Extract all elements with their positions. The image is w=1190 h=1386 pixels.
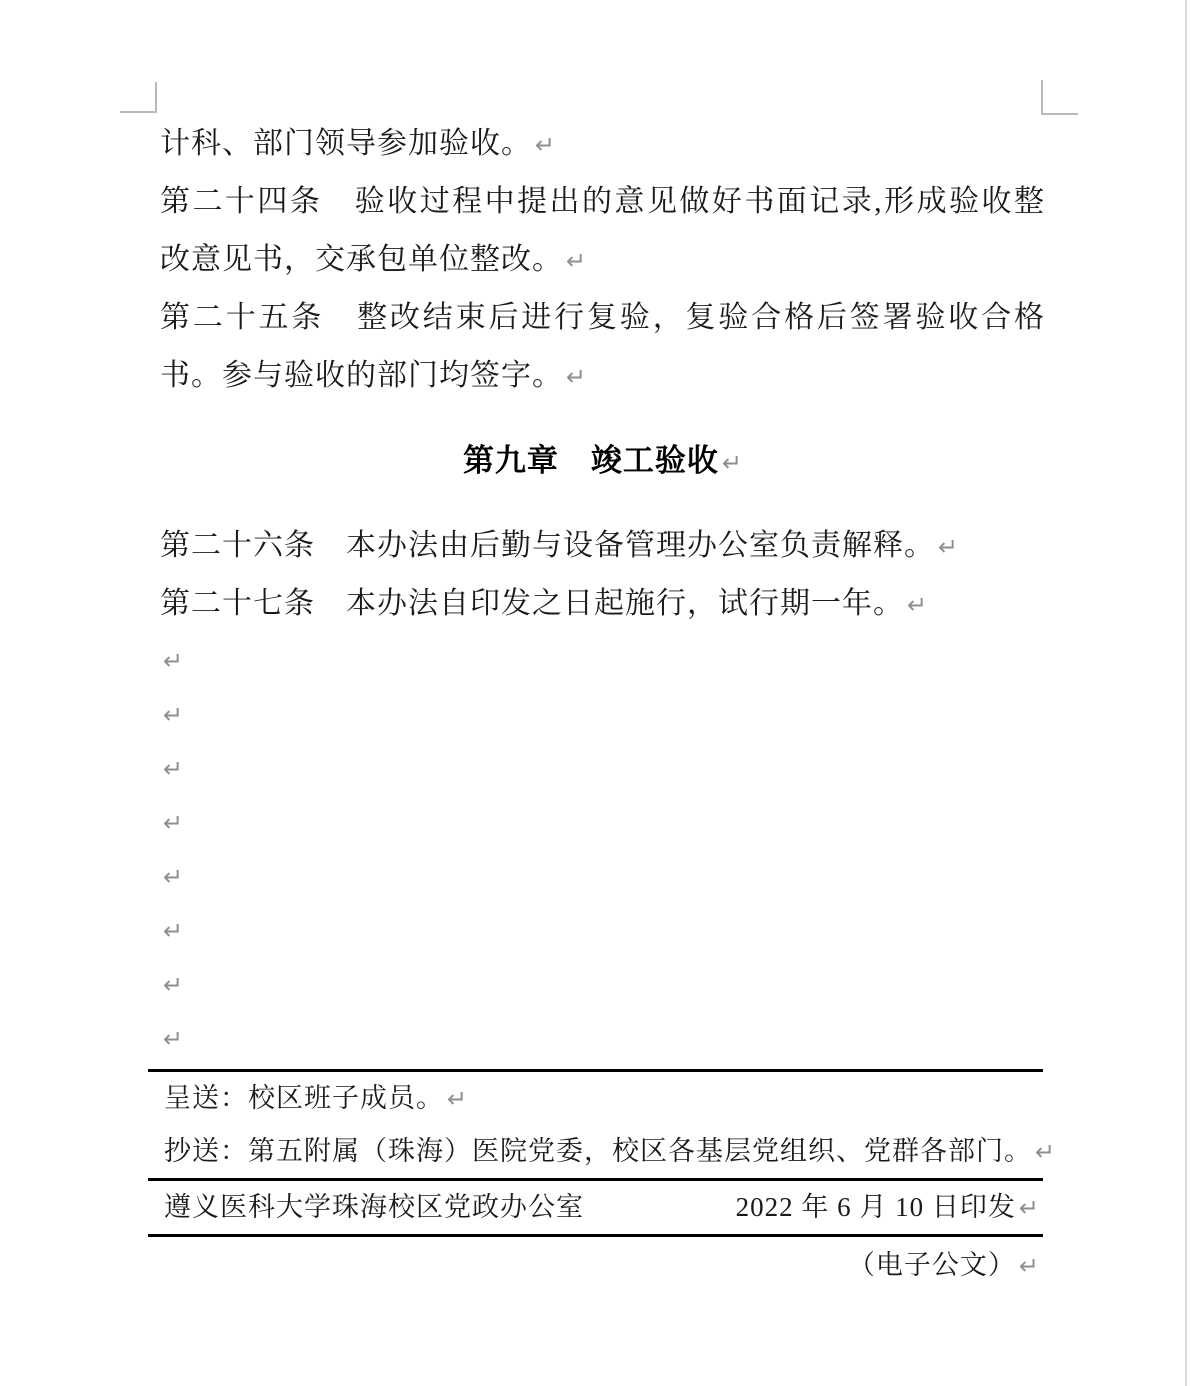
paragraph-mark-icon: ↵: [938, 533, 959, 561]
document-footer: [148, 1069, 1056, 1293]
margin-crop-mark-top-right: [1041, 80, 1078, 115]
paragraph-text: 第二十六条 本办法由后勤与设备管理办公室负责解释。: [160, 529, 935, 562]
paragraph-mark-icon: ↵: [447, 1085, 468, 1113]
distribution-text: 抄送：第五附属（珠海）医院党委，校区各基层党组织、党群各部门。: [164, 1136, 1032, 1166]
paragraph-carryover-line: [160, 115, 1045, 173]
paragraph-text: 第二十五条 整改结束后进行复验，复验合格后签署验收合格: [160, 301, 1045, 334]
chao-song-line: [148, 1125, 1056, 1178]
paragraph-mark-icon: ↵: [163, 971, 184, 999]
paragraph-mark-icon: ↵: [721, 449, 743, 477]
paragraph-text: 计科、部门领导参加验收。: [160, 127, 532, 160]
article25-line1: [160, 289, 1045, 347]
paragraph-mark-icon: ↵: [566, 363, 587, 391]
empty-paragraph: [160, 903, 1045, 957]
paragraph-mark-icon: ↵: [163, 647, 184, 675]
page-edge-divider: [1185, 0, 1187, 1386]
issuer-text: 遵义医科大学珠海校区党政办公室: [164, 1192, 584, 1222]
empty-paragraph: [160, 741, 1045, 795]
empty-paragraph: [160, 687, 1045, 741]
paragraph-mark-icon: ↵: [1018, 1252, 1039, 1280]
paragraph-mark-icon: ↵: [566, 247, 587, 275]
paragraph-text: 第二十七条 本办法自印发之日起施行，试行期一年。: [160, 587, 904, 620]
chapter9-heading: [160, 432, 1045, 490]
colophon-row: [148, 1181, 1043, 1234]
paragraph-mark-icon: ↵: [163, 701, 184, 729]
article27-line: [160, 575, 1045, 633]
paragraph-text: 第二十四条 验收过程中提出的意见做好书面记录,形成验收整: [160, 185, 1045, 218]
paragraph-mark-icon: ↵: [1018, 1194, 1039, 1222]
paragraph-mark-icon: ↵: [163, 1025, 184, 1053]
paragraph-text: 改意见书，交承包单位整改。: [160, 243, 563, 276]
paragraph-mark-icon: ↵: [535, 131, 556, 159]
margin-crop-mark-top-left: [120, 82, 157, 113]
empty-paragraph: [160, 957, 1045, 1011]
paragraph-mark-icon: ↵: [163, 863, 184, 891]
paragraph-mark-icon: ↵: [163, 755, 184, 783]
empty-paragraph: [160, 1011, 1045, 1065]
empty-paragraph: [160, 633, 1045, 687]
cheng-song-line: [148, 1072, 1043, 1125]
doc-type-text: （电子公文）: [847, 1250, 1016, 1280]
document-body: [160, 115, 1045, 1065]
paragraph-mark-icon: ↵: [1035, 1138, 1056, 1166]
paragraph-text: 书。参与验收的部门均签字。: [160, 359, 563, 392]
article26-line: [160, 517, 1045, 575]
paragraph-mark-icon: ↵: [163, 809, 184, 837]
paragraph-mark-icon: ↵: [163, 917, 184, 945]
heading-text: 第九章 竣工验收: [462, 443, 719, 478]
print-date-group: [736, 1181, 1039, 1234]
paragraph-mark-icon: ↵: [907, 591, 928, 619]
article24-line2: [160, 231, 1045, 289]
distribution-text: 呈送：校区班子成员。: [164, 1083, 444, 1113]
print-date-text: 2022 年 6 月 10 日印发: [735, 1192, 1016, 1222]
empty-paragraph: [160, 795, 1045, 849]
article24-line1: [160, 173, 1045, 231]
doc-type-line: [148, 1237, 1043, 1293]
article25-line2: [160, 347, 1045, 405]
empty-paragraph: [160, 849, 1045, 903]
